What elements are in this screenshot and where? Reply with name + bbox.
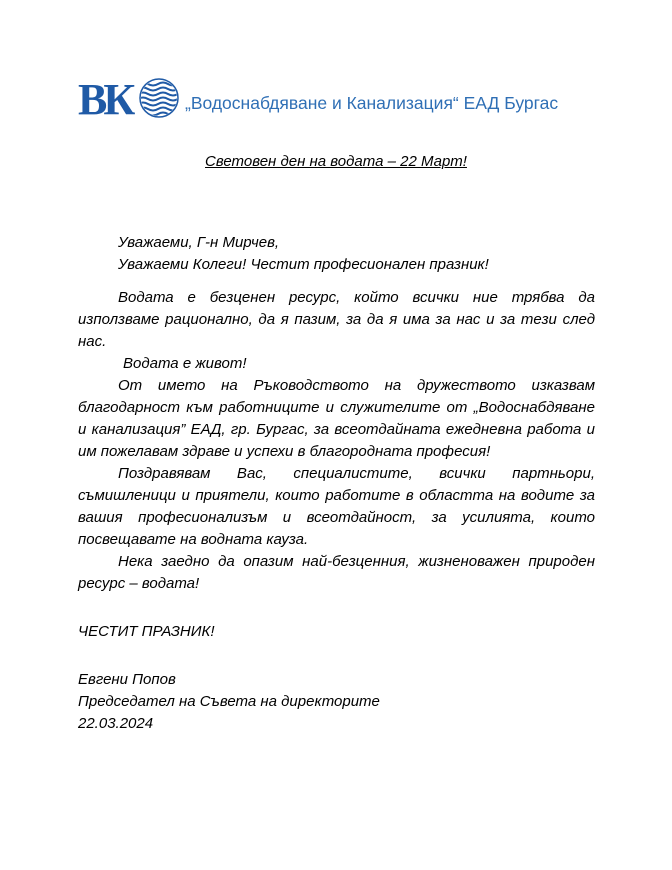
- body-paragraph: Поздравявам Вас, специалистите, всички партньори, съмишленици и приятели, които работите в областта на водите за вашия професионализъм и всеотдайност, за усилията, които посвещавате на водната кауза.: [78, 465, 595, 548]
- company-name: „Водоснабдяване и Канализация“ ЕАД Бургас: [185, 92, 559, 113]
- body-paragraph: Водата е живот!: [123, 355, 247, 372]
- body-paragraph: Нека заедно да опазим най-безценния, жизненоважен природен ресурс – водата!: [78, 553, 595, 592]
- body-paragraph: Водата е безценен ресурс, който всички ние трябва да използваме рационално, да я пазим, за да я има за нас и за тези след нас.: [78, 289, 595, 350]
- signature-name: Евгени Попов: [78, 671, 176, 688]
- signature-position: Председател на Съвета на директорите: [78, 693, 380, 710]
- signature-date: 22.03.2024: [78, 715, 154, 732]
- page-title: Световен ден на водата – 22 Март!: [205, 153, 467, 170]
- company-logo: [78, 78, 179, 118]
- letter-body: [78, 287, 595, 595]
- greeting-line-2: Уважаеми Колеги! Честит професионален празник!: [118, 256, 489, 273]
- body-paragraph: От името на Ръководството на дружеството изказвам благодарност към работниците и служителите от „Водоснабдяване и канализация” ЕАД, гр. Бургас, за всеотдайната ежедневна работа и им пожелавам здраве и успехи в благородната професия!: [78, 377, 595, 460]
- closing-line: ЧЕСТИТ ПРАЗНИК!: [78, 623, 215, 640]
- greeting: [118, 232, 618, 276]
- greeting-line-1: Уважаеми, Г-н Мирчев,: [118, 234, 280, 251]
- svg-text:ВК: ВК: [78, 78, 132, 118]
- signature-block: [78, 669, 578, 735]
- letterhead: [78, 78, 558, 118]
